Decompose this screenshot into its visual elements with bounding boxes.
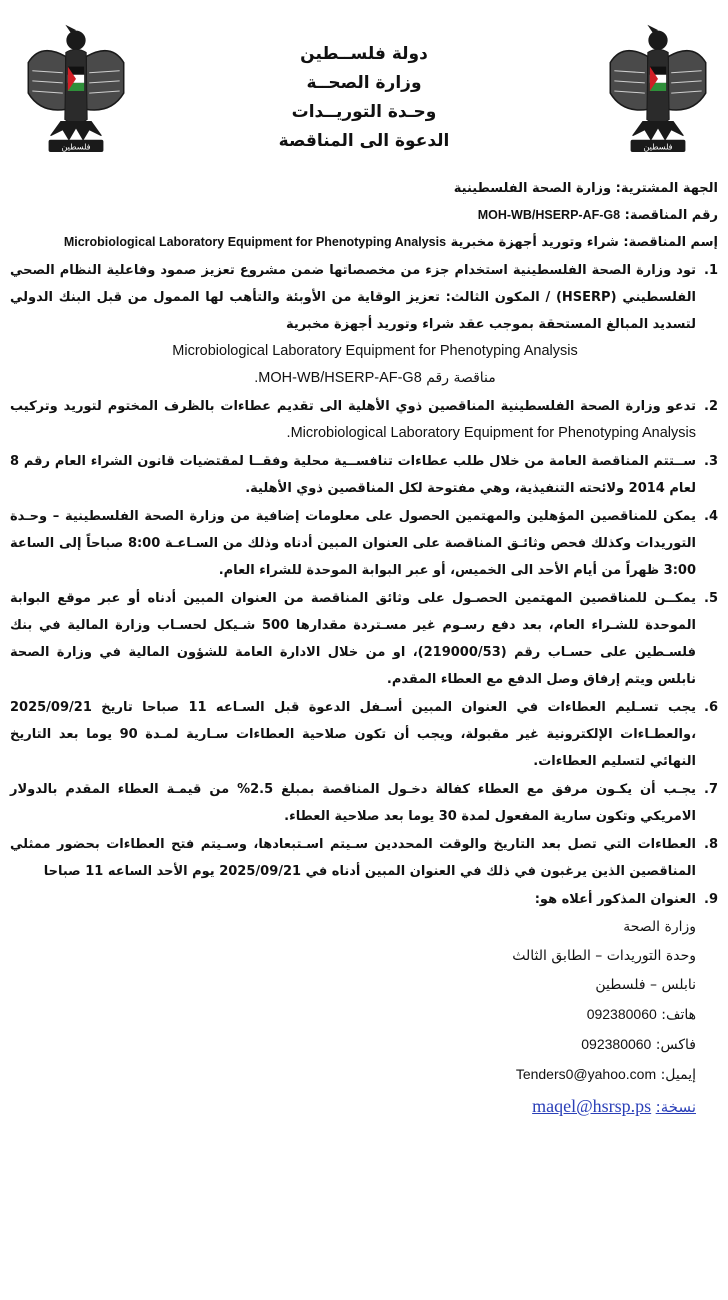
clause-7 — [10, 776, 718, 830]
purchaser-line — [10, 176, 718, 202]
address-unit: وحدة التوريدات – الطابق الثالث — [512, 948, 696, 964]
tender-name-en: Microbiological Laboratory Equipment for Phenotyping Analysis — [63, 235, 447, 249]
clause-9 — [10, 886, 718, 913]
clause-text: يجب تسـليم العطاءات في العنوان المبين أسـفل الدعوة قبل السـاعه 11 صباحا تاريخ 2025/09/21 ،والعطـاءات الإلكترونية غير مقبولة، ويجب أن تكون صلاحية العطاءات سـارية لمـدة 90 يوما بعد التاريخ النهائي لتسليم العطاءات. — [10, 700, 697, 769]
equipment-title-en: Microbiological Laboratory Equipment for Phenotyping Analysis — [172, 343, 578, 359]
palestine-eagle-emblem-left — [20, 22, 132, 154]
tender-ref-label: مناقصة رقم — [426, 370, 496, 386]
clause-number: 4. — [704, 509, 718, 524]
tender-number-line — [10, 202, 718, 229]
clause-2 — [10, 393, 718, 447]
clause-number: 9. — [704, 892, 718, 907]
copy-label: نسخة: — [655, 1098, 696, 1116]
clause-number: 8. — [704, 837, 718, 852]
tender-name-ar: شراء وتوريد أجهزة مخبرية — [450, 235, 619, 250]
address-fax — [10, 1030, 696, 1060]
purchaser-value: وزارة الصحة الفلسطينية — [453, 181, 612, 196]
clause-6 — [10, 694, 718, 775]
notice-body — [10, 176, 718, 1123]
clause-text: العطاءات التي تصل بعد التاريخ والوقت المحددين سـيتم اسـتبعادها، وسـيتم فتح العطاءات بحضور ممثلي المناقصين الذين يرغبون في ذلك في العنوان المبين أدناه في 2025/09/21 يوم الأحد الساعه 11 صباحا — [10, 837, 696, 879]
clause-2-en: Microbiological Laboratory Equipment for Phenotyping Analysis. — [286, 425, 696, 441]
clause-number: 1. — [704, 263, 718, 278]
tender-name-label: إسم المناقصة: — [623, 235, 718, 250]
clause-number: 2. — [704, 399, 718, 414]
header-ministry: وزارة الصحــة — [306, 73, 422, 93]
address-copy — [10, 1092, 696, 1123]
clause-8 — [10, 831, 718, 885]
clause-number: 6. — [704, 700, 718, 715]
address-phone — [10, 1000, 696, 1030]
address-city: نابلس – فلسطين — [595, 977, 696, 993]
clause-number: 5. — [704, 591, 718, 606]
email-label: إيميل: — [660, 1067, 696, 1083]
clause-number: 7. — [704, 782, 718, 797]
fax-number: 092380060 — [581, 1036, 652, 1052]
clause-text: تود وزارة الصحة الفلسطينية استخدام جزء من مخصصاتها ضمن مشروع تعزيز صمود وفاعلية النظام الصحي الفلسطيني (HSERP) / المكون الثالث: تعزيز الوقاية من الأوبئة والتأهب لها الممول من قبل البنك الدولي لتسديد المبالغ المستحقة بموجب عقد شراء وتوريد أجهزة مخبرية — [10, 263, 696, 332]
clause-text: العنوان المذكور أعلاه هو: — [534, 892, 696, 907]
clause-text: يجـب أن يكـون مرفق مع العطاء كفالة دخـول المناقصة بمبلغ 2.5% من قيمـة العطاء المقدم بالدولار الامريكي وتكون سارية المفعول لمدة 30 يوما بعد صلاحية العطاء. — [10, 782, 696, 824]
contact-address — [10, 913, 718, 1123]
clause-1-equipment-title — [10, 338, 718, 365]
phone-number: 092380060 — [586, 1006, 657, 1022]
header-invitation-title: الدعوة الى المناقصة — [278, 131, 450, 151]
email-address[interactable]: Tenders0@yahoo.com — [515, 1066, 657, 1082]
clause-text: ســتتم المناقصة العامة من خلال طلب عطاءات تنافســية محلية وفقــا لمقتضيات قانون الشراء العام رقم 8 لعام 2014 ولائحته التنفيذية، وهي مفتوحة لكل المناقصين ذوي الأهلية. — [10, 454, 696, 496]
header-unit: وحـدة التوريــدات — [291, 102, 437, 122]
emblem-caption-left: فلسطين — [61, 141, 91, 152]
tender-number-value: MOH-WB/HSERP-AF-G8 — [477, 208, 621, 222]
tender-name-line — [10, 229, 718, 256]
clause-1 — [10, 257, 718, 338]
clause-number: 3. — [704, 454, 718, 469]
clause-text: يمكــن للمناقصين المهتمين الحصـول على وثائق المناقصة من العنوان المبين أدناه أو عبر موقع البوابة الموحدة للشـراء العام، بعد دفع رسـوم غير مسـتردة مقدارها 500 شـيكل لحسـاب وزارة المالية في بنك فلسـطين على حسـاب رقم (219000/53)، او من خلال الادارة العامة للشؤون المالية في وزارة الصحة نابلس ويتم إرفاق وصل الدفع مع العطاء المقدم. — [10, 591, 696, 687]
address-ministry: وزارة الصحة — [623, 919, 696, 935]
clause-text — [10, 393, 696, 447]
tender-number-label: رقم المناقصة: — [624, 208, 718, 223]
purchaser-label: الجهة المشترية: — [615, 181, 718, 196]
clause-1-tender-ref — [10, 365, 718, 392]
fax-label: فاكس: — [655, 1037, 696, 1053]
palestine-eagle-emblem-right — [602, 22, 714, 154]
copy-email-link[interactable]: maqel@hsrsp.ps — [532, 1096, 652, 1116]
clause-text: يمكن للمناقصين المؤهلين والمهتمين الحصول على معلومات إضافية من وزارة الصحة الفلسطينية – وحـدة التوريدات وكذلك فحص وثائـق المناقصة على العنوان المبين أدناه وذلك من السـاعـة 8:00 صباحاً إلى الساعة 3:00 ظهراً من أيام الأحد الى الخميس، أو عبر البوابة الموحدة للشراء العام. — [10, 509, 697, 578]
clause-5 — [10, 585, 718, 693]
tender-meta — [10, 176, 718, 256]
document-header — [240, 40, 488, 156]
tender-ref-number: MOH-WB/HSERP-AF-G8. — [254, 370, 422, 386]
clause-4 — [10, 503, 718, 584]
address-email — [10, 1060, 696, 1090]
emblem-caption-right: فلسطين — [643, 141, 673, 152]
clause-3 — [10, 448, 718, 502]
phone-label: هاتف: — [661, 1007, 696, 1023]
header-state: دولة فلســطين — [300, 44, 428, 64]
clause-2-ar: تدعو وزارة الصحة الفلسطينية المناقصين ذوي الأهلية الى تقديم عطاءات بالظرف المختوم لتوريد وتركيب — [10, 399, 696, 414]
